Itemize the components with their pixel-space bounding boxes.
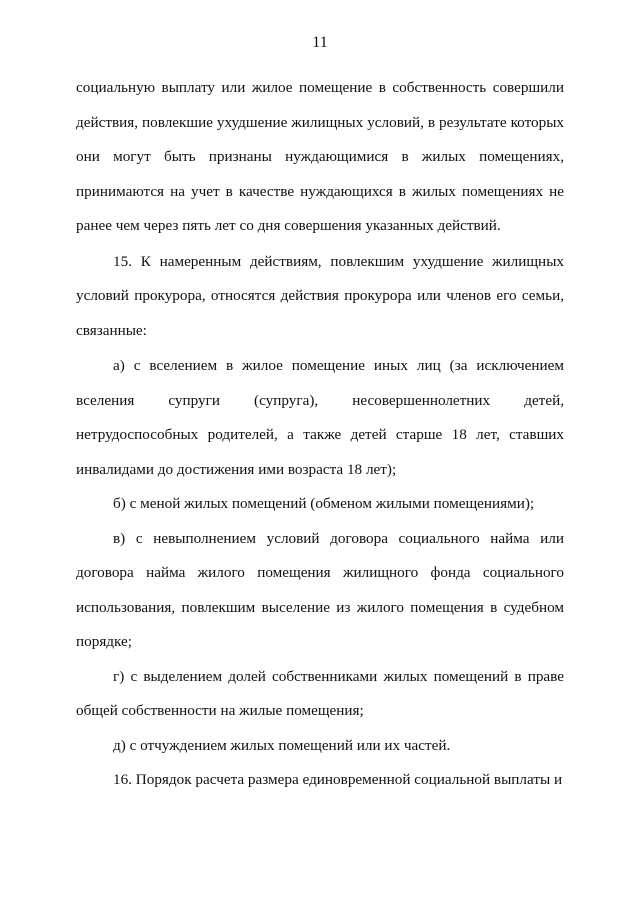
- paragraph-subitem-a: а) с вселением в жилое помещение иных лиц (за исключением вселения супруги (супруга), несовершеннолетних детей, нетрудоспособных родителей, а также детей старше 18 лет, ставших инвалидами до достижения ими возраста 18 лет);: [76, 357, 564, 478]
- paragraph-subitem-b: б) с меной жилых помещений (обменом жилыми помещениями);: [113, 495, 535, 512]
- paragraph-item-15: 15. К намеренным действиям, повлекшим ухудшение жилищных условий прокурора, относятся действия прокурора или членов его семьи, связанные:: [76, 252, 564, 339]
- paragraph-subitem-v: в) с невыполнением условий договора социального найма или договора найма жилого помещения жилищного фонда социального использования, повлекшим выселение из жилого помещения в судебном порядке;: [76, 529, 564, 650]
- paragraph-subitem-g: г) с выделением долей собственниками жилых помещений в праве общей собственности на жилые помещения;: [76, 667, 564, 719]
- paragraph-item-16: 16. Порядок расчета размера единовременной социальной выплаты и: [113, 771, 563, 788]
- page-number: 11: [312, 34, 328, 51]
- paragraph-continuation: социальную выплату или жилое помещение в собственность совершили действия, повлекшие ухудшение жилищных условий, в результате которых они могут быть признаны нуждающимися в жилых помещениях, принимаются на учет в качестве нуждающихся в жилых помещениях не ранее чем через пять лет со дня совершения указанных действий.: [76, 79, 564, 234]
- document-body: [76, 71, 564, 798]
- paragraph-subitem-d: д) с отчуждением жилых помещений или их частей.: [113, 736, 451, 754]
